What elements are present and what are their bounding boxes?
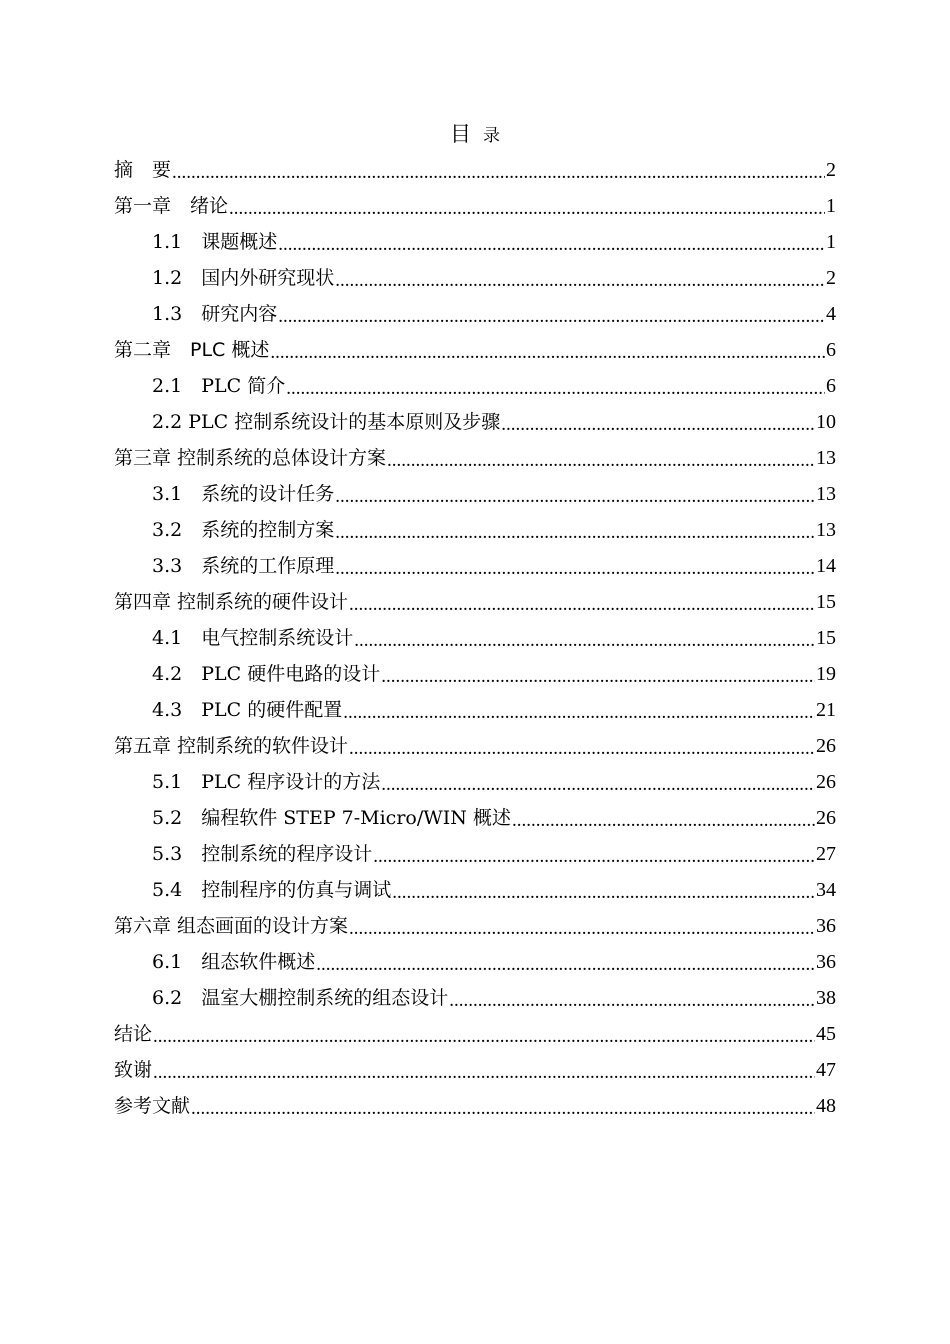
toc-title [0, 120, 950, 150]
toc-dot-leader [335, 551, 815, 587]
toc-entry-label: 5.1 PLC 程序设计的方法 [152, 771, 381, 793]
toc-entry-label: 结论 [114, 1023, 153, 1045]
toc-entry-section[interactable] [114, 692, 836, 728]
toc-entry-page-number: 21 [816, 699, 836, 721]
toc-entry-chapter[interactable] [114, 332, 836, 368]
toc-entry-label: 第一章 绪论 [114, 195, 229, 217]
toc-dot-leader [349, 731, 815, 767]
toc-dot-leader [501, 407, 815, 443]
toc-dot-leader [381, 659, 815, 695]
toc-dot-leader [392, 875, 815, 911]
toc-title-part2: 录 [483, 126, 500, 146]
toc-entry-label: 6.1 组态软件概述 [152, 951, 316, 973]
toc-dot-leader [270, 335, 825, 371]
toc-entry-section[interactable] [114, 476, 836, 512]
toc-entry-label: 5.3 控制系统的程序设计 [152, 843, 373, 865]
toc-entry-label: 2.2 PLC 控制系统设计的基本原则及步骤 [152, 411, 501, 433]
toc-entry-label: 第二章 PLC 概述 [114, 339, 270, 361]
toc-entry-page-number: 1 [826, 195, 836, 217]
toc-dot-leader [343, 695, 815, 731]
toc-entry-section[interactable] [114, 872, 836, 908]
toc-entry-section[interactable] [114, 368, 836, 404]
toc-entry-section[interactable] [114, 260, 836, 296]
toc-entry-page-number: 48 [816, 1095, 836, 1117]
toc-entry-label: 第四章 控制系统的硬件设计 [114, 591, 349, 613]
toc-entry-label: 6.2 温室大棚控制系统的组态设计 [152, 987, 449, 1009]
toc-dot-leader [278, 299, 825, 335]
toc-dot-leader [153, 1055, 815, 1091]
toc-entry-section[interactable] [114, 404, 836, 440]
toc-entry-page-number: 45 [816, 1023, 836, 1045]
toc-entry-page-number: 26 [816, 771, 836, 793]
toc-entry-section[interactable] [114, 800, 836, 836]
toc-entry-page-number: 14 [816, 555, 836, 577]
toc-entry-chapter[interactable] [114, 908, 836, 944]
toc-entry-page-number: 15 [816, 627, 836, 649]
toc-entry-page-number: 36 [816, 915, 836, 937]
toc-entry-label: 2.1 PLC 简介 [152, 375, 286, 397]
toc-entry-page-number: 2 [826, 267, 836, 289]
toc-entry-section[interactable] [114, 764, 836, 800]
toc-title-part1: 目 [450, 122, 471, 146]
toc-dot-leader [373, 839, 815, 875]
toc-dot-leader [349, 587, 815, 623]
toc-entry-label: 参考文献 [114, 1095, 191, 1117]
toc-entry-label: 3.3 系统的工作原理 [152, 555, 335, 577]
toc-entry-page-number: 13 [816, 483, 836, 505]
toc-entry-page-number: 10 [816, 411, 836, 433]
toc-dot-leader [316, 947, 815, 983]
toc-dot-leader [286, 371, 825, 407]
toc-entry-page-number: 36 [816, 951, 836, 973]
toc-entry-chapter[interactable] [114, 1088, 836, 1124]
toc-entry-page-number: 19 [816, 663, 836, 685]
toc-dot-leader [191, 1091, 815, 1127]
toc-entry-page-number: 13 [816, 447, 836, 469]
toc-entry-page-number: 34 [816, 879, 836, 901]
toc-entry-label: 4.3 PLC 的硬件配置 [152, 699, 343, 721]
toc-entry-section[interactable] [114, 836, 836, 872]
toc-dot-leader [278, 227, 825, 263]
toc-entry-page-number: 13 [816, 519, 836, 541]
toc-entry-chapter[interactable] [114, 1016, 836, 1052]
toc-dot-leader [153, 1019, 815, 1055]
toc-entry-page-number: 26 [816, 735, 836, 757]
toc-dot-leader [335, 515, 815, 551]
toc-entry-page-number: 6 [826, 375, 836, 397]
toc-entry-page-number: 27 [816, 843, 836, 865]
toc-entry-label: 第六章 组态画面的设计方案 [114, 915, 349, 937]
toc-entry-page-number: 4 [826, 303, 836, 325]
toc-entry-label: 3.2 系统的控制方案 [152, 519, 335, 541]
toc-entry-section[interactable] [114, 620, 836, 656]
toc-dot-leader [354, 623, 815, 659]
toc-entry-page-number: 15 [816, 591, 836, 613]
toc-entry-chapter[interactable] [114, 152, 836, 188]
toc-entry-chapter[interactable] [114, 188, 836, 224]
toc-entry-section[interactable] [114, 944, 836, 980]
toc-entry-section[interactable] [114, 980, 836, 1016]
toc-entry-label: 5.2 编程软件 STEP 7-Micro/WIN 概述 [152, 807, 511, 829]
toc-dot-leader [335, 263, 825, 299]
toc-dot-leader [387, 443, 815, 479]
toc-entry-section[interactable] [114, 512, 836, 548]
toc-dot-leader [172, 155, 825, 191]
toc-list [114, 152, 836, 1124]
toc-entry-page-number: 38 [816, 987, 836, 1009]
toc-entry-chapter[interactable] [114, 584, 836, 620]
toc-entry-page-number: 47 [816, 1059, 836, 1081]
toc-entry-page-number: 6 [826, 339, 836, 361]
toc-entry-section[interactable] [114, 656, 836, 692]
toc-dot-leader [449, 983, 815, 1019]
toc-entry-label: 第三章 控制系统的总体设计方案 [114, 447, 387, 469]
toc-dot-leader [335, 479, 815, 515]
toc-entry-section[interactable] [114, 224, 836, 260]
toc-entry-label: 致谢 [114, 1059, 153, 1081]
toc-entry-page-number: 2 [826, 159, 836, 181]
toc-entry-label: 1.1 课题概述 [152, 231, 278, 253]
toc-dot-leader [349, 911, 815, 947]
toc-dot-leader [381, 767, 815, 803]
toc-entry-label: 4.2 PLC 硬件电路的设计 [152, 663, 381, 685]
toc-entry-section[interactable] [114, 548, 836, 584]
toc-entry-label: 第五章 控制系统的软件设计 [114, 735, 349, 757]
toc-entry-label: 4.1 电气控制系统设计 [152, 627, 354, 649]
toc-entry-chapter[interactable] [114, 440, 836, 476]
toc-entry-label: 3.1 系统的设计任务 [152, 483, 335, 505]
toc-entry-label: 摘 要 [114, 159, 172, 181]
toc-entry-chapter[interactable] [114, 728, 836, 764]
toc-entry-page-number: 1 [826, 231, 836, 253]
toc-entry-chapter[interactable] [114, 1052, 836, 1088]
toc-entry-label: 1.3 研究内容 [152, 303, 278, 325]
toc-dot-leader [512, 803, 815, 839]
toc-entry-section[interactable] [114, 296, 836, 332]
toc-dot-leader [229, 191, 825, 227]
toc-entry-label: 1.2 国内外研究现状 [152, 267, 335, 289]
toc-entry-page-number: 26 [816, 807, 836, 829]
toc-entry-label: 5.4 控制程序的仿真与调试 [152, 879, 392, 901]
